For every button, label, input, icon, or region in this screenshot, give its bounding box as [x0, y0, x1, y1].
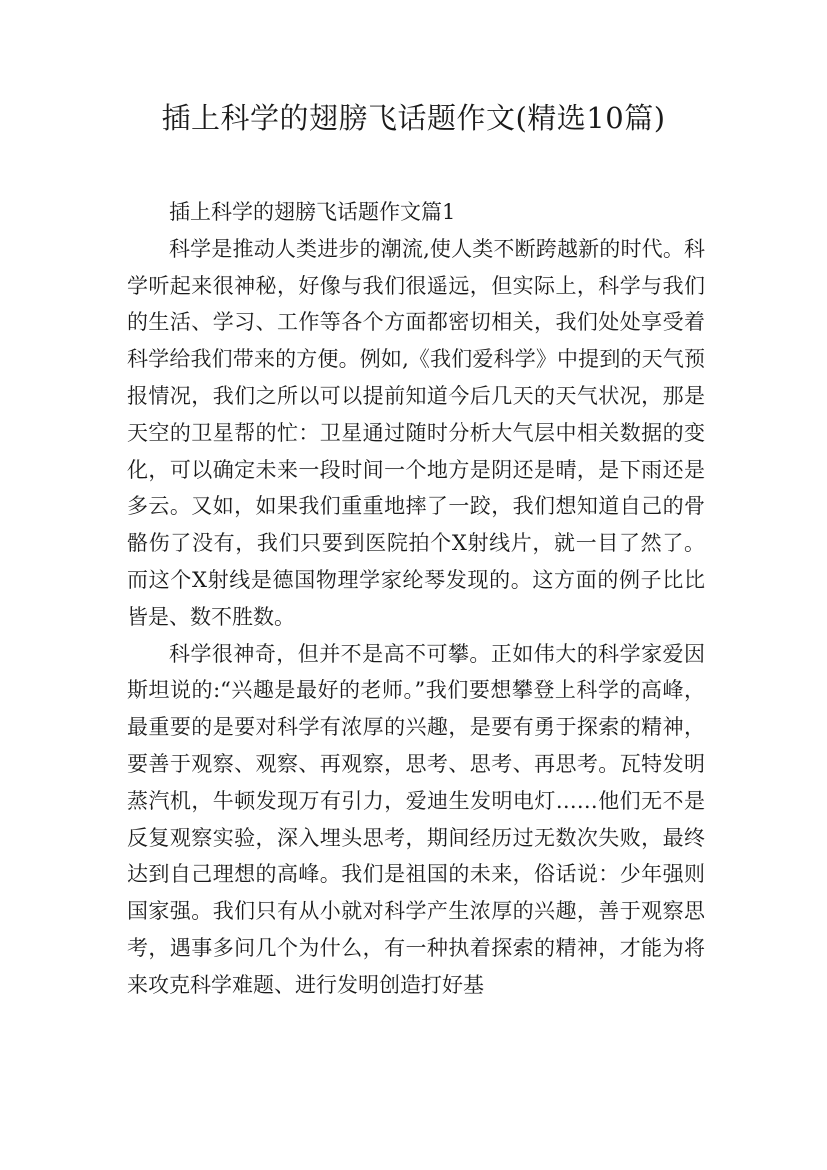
section-heading: 插上科学的翅膀飞话题作文篇1	[169, 200, 456, 224]
document-title: 插上科学的翅膀飞话题作文(精选10篇)	[161, 101, 666, 135]
paragraph-2: 科学很神奇，但并不是高不可攀。正如伟大的科学家爱因斯坦说的:“兴趣是最好的老师。”我们要想攀登上科学的高峰，最重要的是要对科学有浓厚的兴趣，是要有勇于探索的精神，要善于观察、观察、再观察，思考、思考、再思考。瓦特发明蒸汽机，牛顿发现万有引力，爱迪生发明电灯……他们无不是反复观察实验，深入埋头思考，期间经历过无数次失败，最终达到自己理想的高峰。我们是祖国的未来，俗话说：少年强则国家强。我们只有从小就对科学产生浓厚的兴趣，善于观察思考，遇事多问几个为什么，有一种执着探索的精神，才能为将来攻克科学难题、进行发明创造打好基	[127, 641, 705, 997]
document-body	[127, 194, 705, 1004]
paragraph-1: 科学是推动人类进步的潮流,使人类不断跨越新的时代。科学听起来很神秘，好像与我们很遥远，但实际上，科学与我们的生活、学习、工作等各个方面都密切相关，我们处处享受着科学给我们带来的方便。例如,《我们爱科学》中提到的天气预报情况，我们之所以可以提前知道今后几天的天气状况，那是天空的卫星帮的忙：卫星通过随时分析大气层中相关数据的变化，可以确定未来一段时间一个地方是阴还是晴，是下雨还是多云。又如，如果我们重重地摔了一跤，我们想知道自己的骨骼伤了没有，我们只要到医院拍个X射线片，就一目了然了。而这个X射线是德国物理学家纶琴发现的。这方面的例子比比皆是、数不胜数。	[127, 236, 705, 629]
